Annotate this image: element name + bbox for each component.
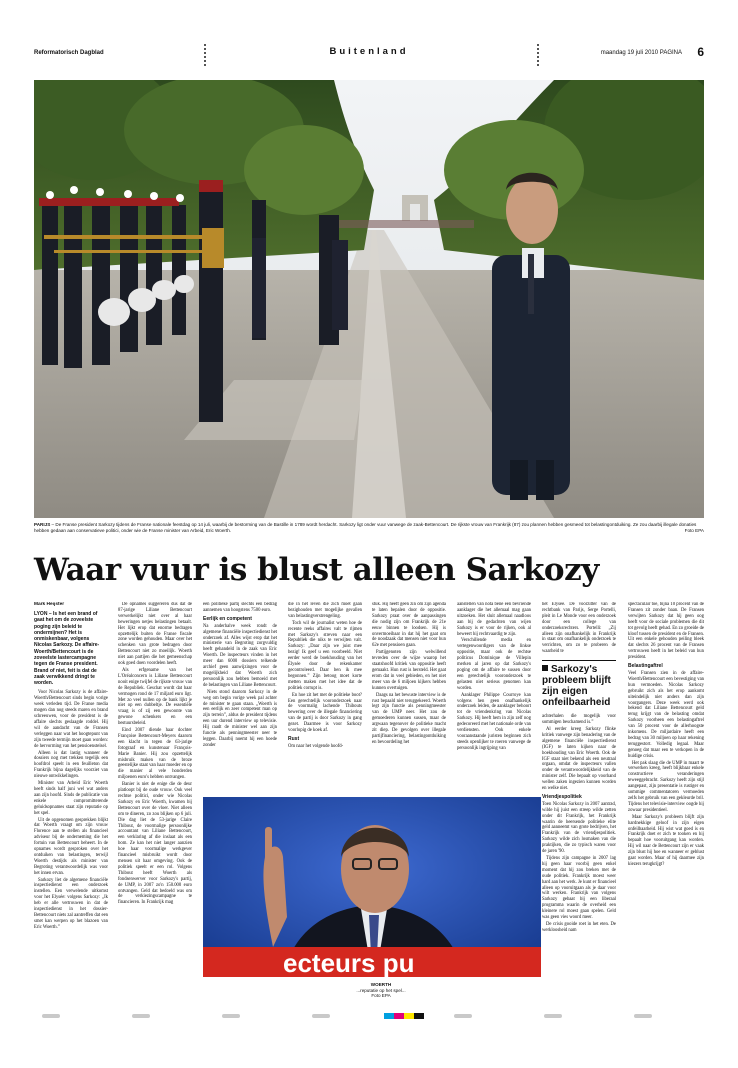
header-divider <box>537 44 539 66</box>
subheading: Vriendjespolitiek <box>542 793 582 800</box>
paragraph: Uit de opgenomen gesprekken blijkt dat Woerth vraagt om zijn vrouw Florence aan te stellen als financieel adviseur bij de onderneming die het fortuin van Bettencourt beheert. In de opnames wordt gesproken over het ontduiken van belastingen, terwijl Woerth destijds als minister van Begroting verantwoordelijk was voor het innen ervan. <box>34 817 108 876</box>
issue-date: maandag 19 juli 2010 PAGINA <box>600 50 682 56</box>
woerth-photo <box>203 797 541 977</box>
paragraph: Alleen is dat lastig wanneer de dossiers nog met trekken tegelijk een hoofdrol speelt in een feuilleton dat Frankrijk bijna dagelijks voorziet van nieuwe ontwikkelingen. <box>34 750 108 780</box>
byline: Mark Heijster <box>34 602 65 607</box>
main-photo <box>34 80 704 518</box>
paragraph: Het pak slaag die de UMP in maart te verwerken kreeg, heeft blijkbaar enkele constructieve veranderingen teweeggebracht. Sarkozy heeft zijn stijl aangepast, zijn presentatie is rustiger en sommige commentatoren vermoeden zelfs het gebruik van een gekleurde bril. Tijdens het televisie-interview oogde hij zowaar presidentieel. <box>628 760 704 813</box>
subheading: Belastingaftrel <box>628 663 663 670</box>
page-header <box>34 44 704 66</box>
paragraph: Daags na het bewuste interview is de rust bepaald niet teruggekeerd. Woerth legt zijn functie als penningmeester van de UMP neer. Het zou de gemoederen kunnen sussen, maar de argwaan tegenover de politieke macht zit diep. De gevolgen over illegale partijfinanciering, belastingontduiking en bevoordeling het <box>372 692 446 745</box>
paragraph: Niets stond daarom Sarkozy in de weg om begin vorige week pal achter de minister te gaan staan. „Woerth is een eerlijk en zeer competent man op zijn terrein”, aldus de president tijdens een uur durend interview op televisie. Hij raadt de minister wel aan zijn functie als penningmeester neer te leggen. Daarbij noemt hij een hoede zonder <box>203 689 277 748</box>
color-bar <box>384 1013 424 1019</box>
subheading: Eerlijk en competent <box>203 615 252 622</box>
article-column-3 <box>203 602 277 792</box>
paragraph: Eind 2007 diende haar dochter Françoise Bettencourt-Meyers daarom een klacht in tegen de 63-jarige fotograaf en kunstenaar François-Marie Banier. Hij zou opzettelijk misbruik maken van de broze geestelijke staat van haar moeder en op die manier al vele honderden miljoenen euro's hebben ontvangen. <box>118 728 192 781</box>
paragraph: die in het leven die zich moet gaan bezighouden met mogelijke gevallen van belastingverstrengeling. <box>288 602 362 619</box>
publication-name: Reformatorisch Dagblad <box>34 50 104 56</box>
paragraph: Partijgenoten zijn welwillend tevreden over de wijze waarop het staatshoofd kritiek van oppositie heeft gemaakt. Hun rust is hersteld. Het gaat erom dat in veel gebieden, en het niet meer van de 6 miljoen kijkers hebben kunnen overtuigen. <box>372 650 446 691</box>
pull-quote <box>542 660 616 708</box>
article-column-5 <box>372 602 446 792</box>
paragraph: Maar Sarkozy's probleem blijft zijn hardnekkige geloof in zijn eigen onfeilbaarheid. Hij wist wat goed is en Frankrijk doet er zich te tooken en hij bepaalt hoe vooruitgang kan worden. Hij wil naar de Bettencourt zijn er vaak zijn blust hij hoe en wanneer er geblust gaat worden. Maar of hij daarmee zijn kiezers terugkrijgt? <box>628 814 704 867</box>
registration-mark <box>634 1014 652 1018</box>
square-bullet-icon <box>542 665 548 671</box>
article-column-4 <box>288 602 362 792</box>
paragraph: Als erfgename van het L'Oréalconcern is Liliane Bettencourt nooit enige twijfel de rijkste vrouw van de Republiek. Geschat wordt dat haar vermogen rond de 17 miljard euro ligt. Met zo veel nullen op de bank lijkt je niet op een dubbeltje. De essentiële vraag is of zij een gewoonte van gewone schenkers en een bestuursbeleid. <box>118 667 192 727</box>
paragraph: Om naar het volgende hoofd- <box>288 743 344 749</box>
pull-quote-text: Sarkozy's probleem blijft zijn eigen onfeilbaarheid <box>542 664 611 709</box>
paragraph: Na anderhalve week rondt de algemene financiële inspectiedienst het onderzoek af. Alles wijst erop dat het ministerie van Begroting zorgvuldig heeft gehandeld in de zaak van Eric Woerth. De inspecteurs vinden in het meer dan 6000 dossiers telkende archief geen aanwijzingen voor de mogelijkheid dat Woerth zich persoonlijk zou hebben bemoeid met de belastingen van Liliane Bettencourt. <box>203 623 277 688</box>
headline: Waar vuur is blust alleen Sarkozy <box>34 552 599 588</box>
paragraph: Veel Fransen zien in de affaire-Woerth/Bettencourt een bevestiging van hun vermoeden. Nicolas Sarkozy gebruikt zich als het erop aankomt uiteindelijk niet anders dan zijn voorgangers. Deze week werd ook bekend dat Liliane Bettencourt geld terug krijgt van de belasting omdat Sarkozy voorheen een belastingaftrel van 50 procent voor de allerhoogste inkomens. De miljardaire heeft een bedrag van 30 miljoen op haar rekening teruggestort. Volledig legaal. Maar genoeg dat maar een te verkopen in de huidige crisis. <box>628 670 704 759</box>
article-column-1 <box>34 602 108 1010</box>
registration-mark <box>132 1014 150 1018</box>
photo-credit: Foto EPA <box>684 528 704 533</box>
registration-mark <box>222 1014 240 1018</box>
print-registration-marks <box>34 1012 704 1022</box>
paragraph: Banier is niet de enige die de deur platloopt bij de oude vrouw. Ook veel rechtse politici, onder wie Nicolas Sarkozy en Eric Woerth, kwamen bij Bettencourt over de vloer. Niet alleen om te dineren, zo zou blijken op 6 juli. Die dag liet de 53-jarige Claire Thibout, de voormalige persoonlijke accountant van Liliane Bettencourt, een verklaring af die inslaat als een bom. Ze kan het niet langer aanzien hoe haar voormalige werkgever financieel misbruikt wordt door mensen uit haar omgeving. Ook de politiek speelt er een rol. Volgens Thibout heeft Woerth als fondsenwerver voor Sarkozy's partij, de UMP, in 2007 zo'n 150.000 euro ontvangen. Geld dat bedoeld was om de verkiezingscampagne te financieren. In Frankrijk mag <box>118 782 192 906</box>
article-column-7 <box>542 602 616 1010</box>
paragraph: aanstellen van nota bene een bevriende aanklager die het allemaal mag gaan uitzoeken. Het sluit allemaal naadloos aan bij de gedachten van wijen Sarkozy is er voor de rijken, ook al beweert hij rechtvaardig te zijn. <box>457 602 531 637</box>
article-column-8 <box>628 602 704 1010</box>
paragraph: het Élysée. De voorzitter van de rechtbank van Parijs, Serge Portelli, pleit in Le Monde voor een onderzoek door een college van onderzoeksrechters. Portelli: „Zij alleen zijn onafhankelijk in Frankrijk in staat om onafhankelijk onderzoek te verrichten, om zo te proberen de waarheid te <box>542 602 616 655</box>
paragraph: Al eerder kreeg Sarkozy flinke kritiek vanwege zijn benadering van de algemene financiële inspectiedienst (IGF) te laten kijken naar de boekhouding van Eric Woerth. Ook de IGF staat niet bekend als een neutraal orgaan, omdat de inspecteurs vallen onder de verantwoordelijkheid van de minister zelf. Die bepaalt op voorhand wellen zaken ingeziеn kunnen worden en welke niet. <box>542 726 616 792</box>
paragraph: een politieke partij slechts een bedrag aannemen van hoogstens 7500 euro. <box>203 602 277 613</box>
paragraph: En hoe zit het met de politieke boot? Een gerechtelijk vooronderzoek naar de voormalig lachende Thibouts bewering over de illegale financiering van de partij is door Sarkozy in gang gezet. Daarmee is voor Sarkozy voorlopig de koek af. <box>288 692 362 734</box>
subheading: Rust <box>288 735 300 742</box>
main-photo-image <box>34 80 704 518</box>
paragraph: spectaculair toe, bijna 10 procent van de Fransen zit zonder baan. De Fransen verwijten Sarkozy dat hij geen oog heeft voor de sociale problemen die dit tot gevolg heeft gehad. En zo groeide de kloof tussen de president en de Fransen. Uit een enkele gehouden peiling bleek dat slechts 26 procent van de Fransen vertrouwen heeft in het beleid van hun president. <box>628 602 704 661</box>
registration-mark <box>42 1014 60 1018</box>
paragraph: Sarkozy liet de algemene financiële inspectiedienst een onderzoek instellen. Een verwelende uitkomst voor het Elysée: volgens Sarkozy: „Ik heb er alle vertrouwen in dat de inspectiedienst in het dossier-Bettencourt niets zal aantreffen dat een smet kan werpen op het blazoen van Eric Woerth.” <box>34 877 108 930</box>
paragraph: De crisis gooide roet in het eten. De werkloosheid nam <box>542 921 616 933</box>
banner-text: ecteurs pu <box>283 948 415 977</box>
registration-mark <box>312 1014 330 1018</box>
registration-mark <box>544 1014 562 1018</box>
paragraph: stuk. Hij heeft geen zin om zijn agenda te laten bepalen door de oppositie. Sarkozy praat over de aanpassingen die nodig zijn om Frankrijk de 21e eeuw binnen te loodsen. Hij is onvermoeibaar in dat hij het gaat om de noodzaak dat mensen niet voor hun 62e met pensioen gaan. <box>372 602 446 649</box>
paragraph: Verschillende media en vertegenwoordigers van de linkse oppositie, maar ook de rechtse politicus Dominique de Villepin merken al jaren op dat Sarkozy's poging om de affaire te sussen door een gerechtelijk vooronderzoek te gelasten niet serieus genomen kan worden. <box>457 638 531 691</box>
paragraph: De opnames suggereren dus dat de 87-jarige Liliane Bettencourt verwerkelijkt niet over al haar beweringen netjes belastingen betaalt. Het lijkt erop dat enorme bedragen opzettelijk buiten de Franse fiscale zone worden gehouden. Maar over het schenken van grote bedragen door Bettencourt niet zo moeilijk. Woerth niet aan partijen die het gemeenschap ook goed doen voordelen heeft. <box>118 602 192 667</box>
woerth-photo-caption <box>341 982 421 999</box>
article-column-2 <box>118 602 192 1010</box>
page-number: 6 <box>697 45 704 59</box>
caption-text: ...reputatie op het spel... <box>356 987 406 993</box>
article-lead: LYON – Is het een brand of gaat het om de zoveelste poging zijn beleid te ondermijnen? Het is onmiskenbaar, volgens Nicolas Sarkozy. De affaire-Woerth/Bettencourt is de zoveelste lastercampagne tegen de Franse president. Brand of niet, feit is dat de zaak verwikkend dringt te worden. <box>34 610 100 687</box>
paragraph: Voor Nicolas Sarkozy is de affaire-Woerth/Bettencourt sinds begin vorige week verleden tijd. De Franse media mogen dan nog steeds maren en brand schreeuwen, voor de president is de affaire slechts geslaagde roddel. Hij wil de aandacht van de Fransen verleggen naar wat het hoogtepunt van zijn tweede termijn moet gaan worden: de hervorming van het pensioenstelsel. <box>34 690 108 749</box>
photo-credit: Foto EPA <box>371 993 391 999</box>
paragraph: Minister van Arbeid Eric Woerth heeft sinds half juni wel wat anders aan zijn hoofd. Sinds de publicatie van enkele compromitterende geluidsopnames staat zijn reputatie op het spel. <box>34 781 108 816</box>
paragraph: Tijdens zijn campagne in 2007 lag hij geen haar voorbij geen enkel moment dat hij zou breken met de oude politiek. Frankrijk moest weer hard aan het werk. Je kunt er financieel alleen op vooruitgaan als je daar voor wilt werken. Frankrijk van volgens Sarkozy gebaat bij een liberaal programma waarin de overheid een kleinere rol moest gaan spelen. Geld was geen vies woord meer. <box>542 856 616 921</box>
paragraph: Aanklager Philippe Courroye kan volgens hen geen onafhankelijk onderzoek leiden, de aanklager behoort tot de vriendenkring van Nicolas Sarkozy. Hij heeft hem in zijn zelf nog gedecoreerd met het nationale orde van verdiensten. Ook enkele vooraanstaande juristen beginnen zich steeds openlijker te roeren vanwege de persoonlijk ingrijping van <box>457 692 531 751</box>
paragraph: Toen Nicolas Sarkozy in 2007 aantrad, wilde hij juist een streep wilde zetten onder dit Frankrijk, het Frankrijk waarin de heersende politieke elite geld aanneemt van grote bedrijven, het Frankrijk van de vriendjespolitiek. Sarkozy wilde zich losmaken van die praktijken, die zo typisch waren voor de jaren '90. <box>542 801 616 855</box>
article-column-6 <box>457 602 531 792</box>
registration-mark <box>454 1014 472 1018</box>
paragraph: achterhalen die mogelijk voor sommigen beschamend is.” <box>542 714 616 726</box>
main-photo-caption <box>34 522 704 534</box>
woerth-photo-image <box>203 797 541 977</box>
section-title: Buitenland <box>329 46 409 57</box>
caption-location: PARIJS <box>34 522 51 527</box>
caption-name: WOERTH <box>370 982 392 987</box>
caption-text: – De Franse president Sarkozy tijdens de Franse nationale feestdag op 14 juli, waarbij de bestorming van de Bastille in 1789 wordt herdacht. Sarkozy ligt onder vuur vanwege de zaak-Bettencourt. De rijkste vrouw van Frankrijk (87) zou plannen hebben gesmeed tot belastingontduiking. Ze zou daarbij illegale donaties hebben gedaan aan conservatieve politici, onder wie de Franse minister van Arbeid, Eric Woerth. <box>34 522 697 533</box>
paragraph: Toch wil de journalist weten hoe de recente reeks affaires valt te rijmen met Sarkozy's streven naar een Republiek die niks te verwijten valt. Sarkozy: „Daar zijn we juist mee bezig! Ik geef u een voorbeeld. Niet eerder werd de boekhouding van het Élysée door de rekenkamer gecontroleerd. Daar ben ik mee begonnen.” Zijn betoog moet korte metten maken met het idee dat de politiek corrupt is. <box>288 620 362 691</box>
